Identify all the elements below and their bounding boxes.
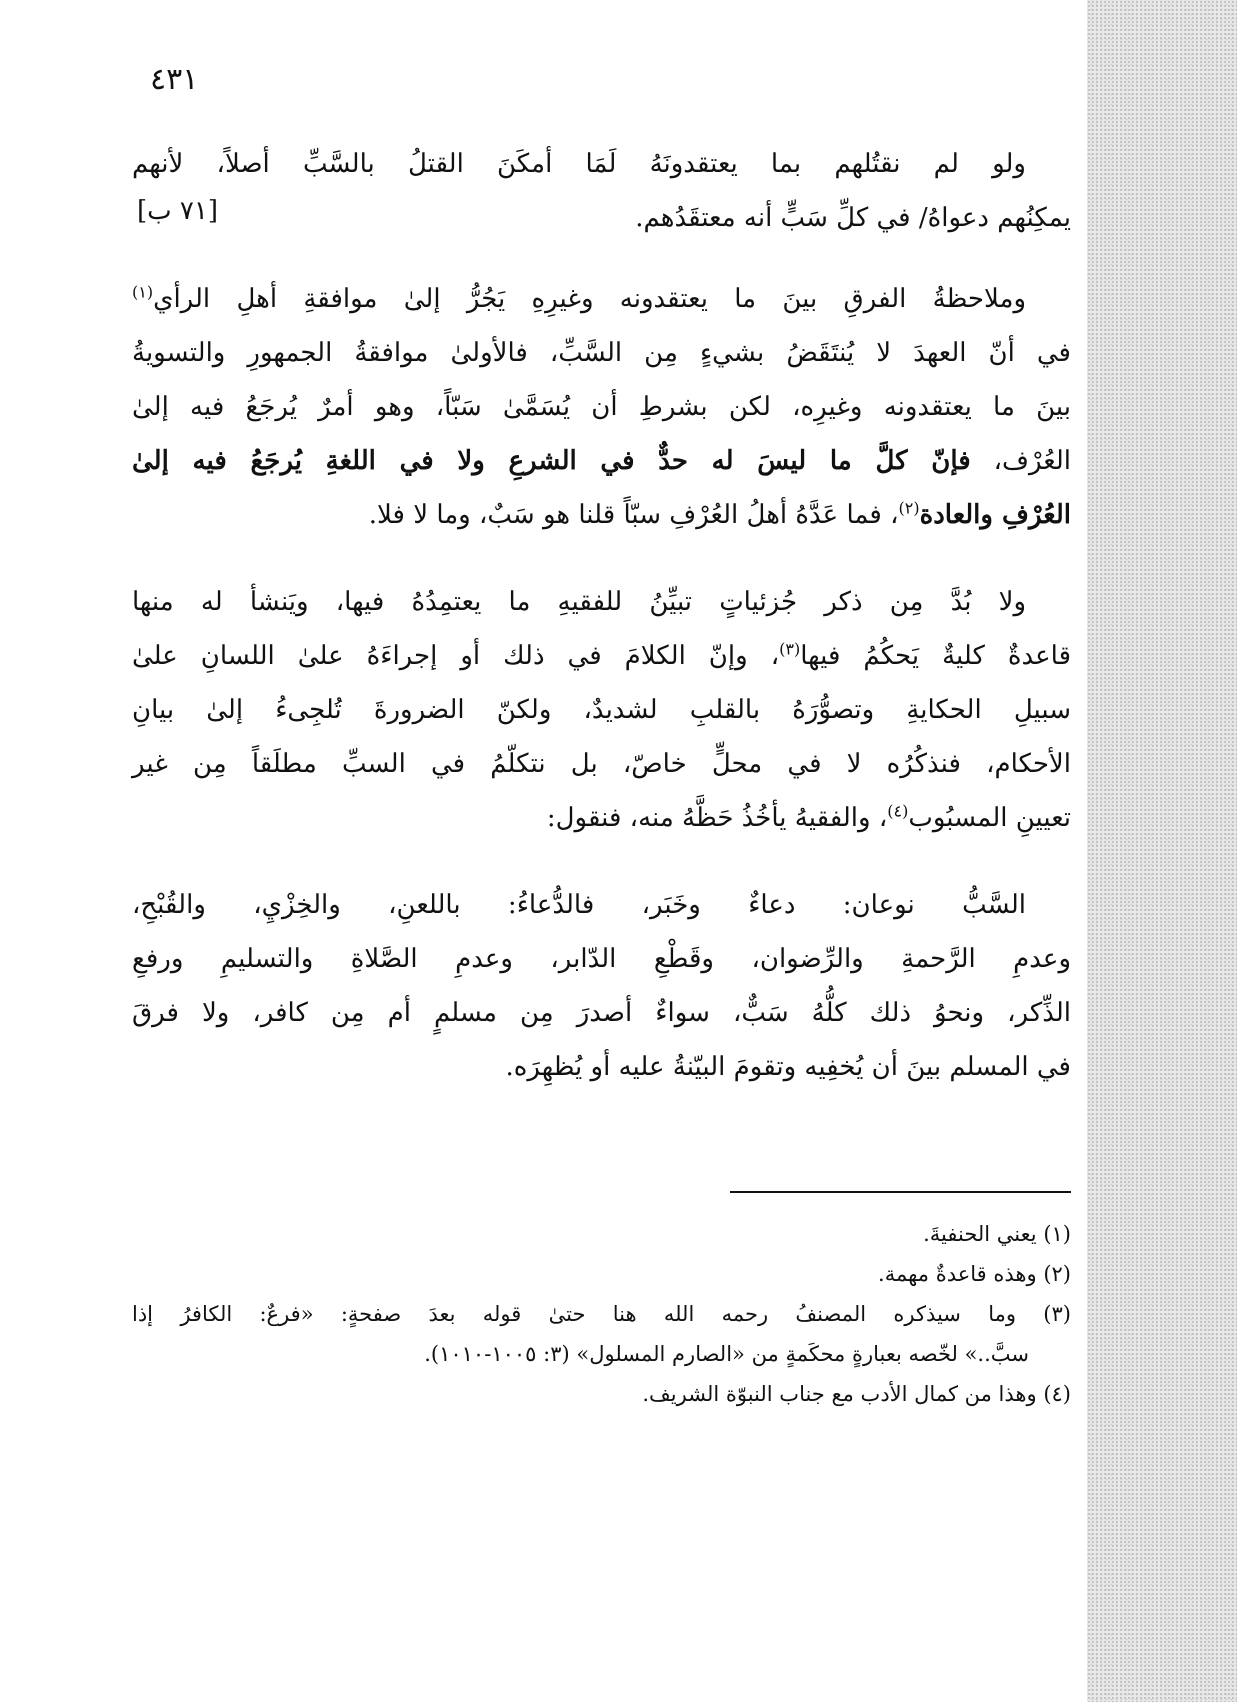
footnote-ref: (٣) [779,639,801,659]
footnote-text: وهذه قاعدةٌ مهمة. [878,1262,1037,1286]
text-line: ولو لم نقتُلهم بما يعتقدونَهُ لَمَا أمكَنَ القتلُ بالسَّبِّ أصلاً، لأنهم [132,149,1026,179]
text-run: ، والفقيهُ يأخُذُ حَظَّهُ منه، فنقول: [546,803,888,833]
footnote-ref: (٢) [898,498,920,518]
text-line: الذِّكر، ونحوُ ذلك كلُّهُ سَبٌّ، سواءٌ أصدرَ مِن مسلمٍ أم مِن كافر، ولا فرقَ [132,998,1071,1028]
text-line [132,791,1071,845]
text-run: تعيينِ المسبُوب [908,803,1071,833]
footnote-3-continuation: سبَّ..» لخّصه بعبارةٍ محكَمةٍ من «الصارم المسلول» (٣: ١٠٠٥-١٠١٠). [424,1342,1029,1366]
footnote-number: (١) [1043,1222,1071,1246]
paragraph-1 [132,137,1071,245]
footnote-3 [132,1294,1071,1334]
text-line: في المسلم بينَ أن يُخفِيه وتقومَ البيّنةُ عليه أو يُظهِرَه. [505,1052,1071,1082]
footnote-ref: (٤) [887,801,909,821]
text-line [132,434,1071,488]
text-line [132,272,1071,326]
margin-folio-note: [٧١ ب] [137,196,218,226]
bold-text-run: العُرْفِ والعادة [919,500,1071,530]
footnote-text: وهذا من كمال الأدب مع جناب النبوّة الشريف. [642,1382,1037,1406]
footnote-number: (٢) [1043,1262,1071,1286]
bold-text-run: فإنّ كلَّ ما ليسَ له حدٌّ في الشرعِ ولا في اللغةِ يُرجَعُ فيه إلىٰ [132,446,971,476]
text-run: وملاحظةُ الفرقِ بينَ ما يعتقدونه وغيرِهِ يَجُرُّ إلىٰ موافقةِ أهلِ الرأي [153,284,1026,314]
footnote-4 [132,1374,1071,1414]
page-number: ٤٣١ [150,62,199,97]
text-line: سبيلِ الحكايةِ وتصوُّرَهُ بالقلبِ لشديدٌ، ولكنّ الضرورةَ تُلجِىءُ إلىٰ بيانِ [132,695,1071,725]
text-line: السَّبُّ نوعان: دعاءٌ وخَبَر، فالدُّعاءُ: باللعنِ، والخِزْيِ، والقُبْحِ، [132,890,1026,920]
text-run: ، وإنّ الكلامَ في ذلك أو إجراءَهُ علىٰ اللسانِ علىٰ [132,641,780,671]
footnote-separator [730,1191,1071,1193]
text-line [132,488,1071,542]
paragraph-2 [132,272,1071,542]
text-line: ولا بُدَّ مِن ذكر جُزئياتٍ تبيِّنُ للفقيهِ ما يعتمِدُهُ فيها، ويَنشأ له منها [132,587,1026,617]
footnote-number: (٣) [1043,1302,1071,1326]
text-line: بينَ ما يعتقدونه وغيرِه، لكن بشرطِ أن يُسَمَّىٰ سَبّاً، وهو أمرٌ يُرجَعُ فيه إلىٰ [132,392,1071,422]
text-run: العُرْف، [970,446,1071,476]
footnote-1 [132,1214,1071,1254]
paragraph-3 [132,575,1071,845]
text-line [132,629,1071,683]
footnote-text: يعني الحنفيةَ. [923,1222,1037,1246]
paragraph-4 [132,878,1071,1094]
scanned-page-edge [1087,0,1237,1702]
footnotes [132,1214,1071,1414]
footnote-text: وما سيذكره المصنفُ رحمه الله هنا حتىٰ قوله بعدَ صفحةٍ: «فرعٌ: الكافرُ إذا [132,1302,1016,1326]
footnote-ref: (١) [132,282,154,302]
footnote-2 [132,1254,1071,1294]
footnote-number: (٤) [1043,1382,1071,1406]
text-run: ، فما عَدَّهُ أهلُ العُرْفِ سبّاً قلنا هو سَبٌ، وما لا فلا. [368,500,899,530]
text-run: قاعدةٌ كليةٌ يَحكُمُ فيها [800,641,1072,671]
text-line: وعدمِ الرَّحمةِ والرِّضوان، وقَطْعِ الدّابر، وعدمِ الصَّلاةِ والتسليمِ ورفعِ [132,944,1071,974]
text-line: الأحكام، فنذكُرُه لا في محلٍّ خاصّ، بل نتكلّمُ في السبِّ مطلَقاً مِن غير [132,749,1071,779]
text-line: يمكِنُهم دعواهُ/ في كلِّ سَبٍّ أنه معتقَدُهم. [635,203,1071,233]
text-line: في أنّ العهدَ لا يُنتَقَضُ بشيءٍ مِن السَّبِّ، فالأولىٰ موافقةُ الجمهورِ والتسويةُ [132,338,1071,368]
